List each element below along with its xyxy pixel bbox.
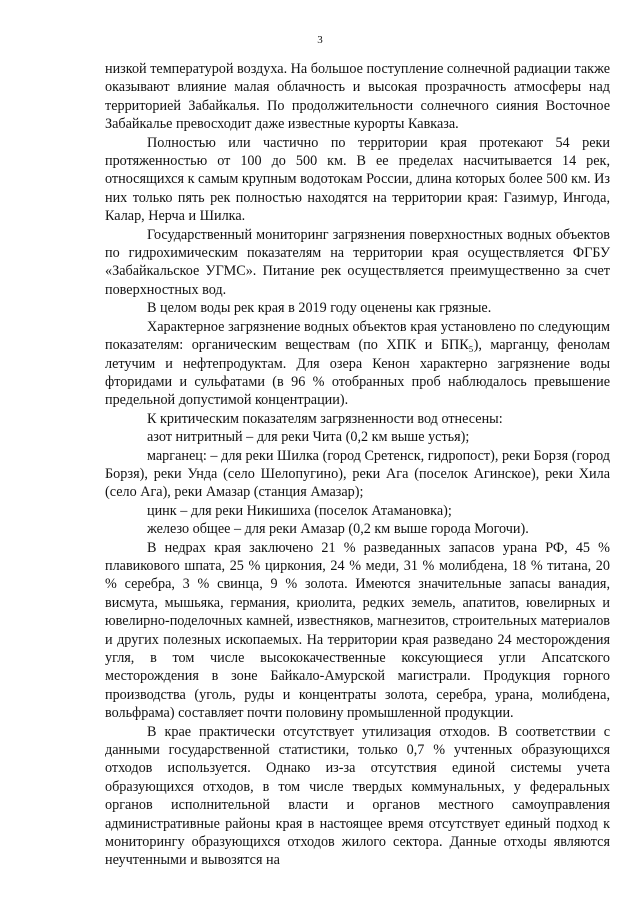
page-number: 3 [317, 34, 323, 46]
paragraph-8: марганец: – для реки Шилка (город Сретенск, гидропост), реки Борзя (город Борзя), реки Унда (село Шелопугино), реки Ага (поселок Агинское), реки Хила (село Ага), реки Амазар (станция Амазар); [105, 447, 610, 501]
paragraph-7: азот нитритный – для реки Чита (0,2 км выше устья); [147, 429, 470, 446]
paragraph-10: железо общее – для реки Амазар (0,2 км выше города Могочи). [147, 521, 529, 538]
paragraph-4: В целом воды рек края в 2019 году оценены как грязные. [147, 300, 492, 317]
paragraph-3: Государственный мониторинг загрязнения поверхностных водных объектов по гидрохимическим показателям на территории края осуществляется ФГБУ «Забайкальское УГМС». Питание рек осуществляется преимущественно за счет поверхностных вод. [105, 226, 610, 298]
paragraph-6: К критическим показателям загрязненности вод отнесены: [147, 410, 503, 427]
paragraph-2: Полностью или частично по территории края протекают 54 реки протяженностью от 100 до 500 км. В ее пределах насчитывается 14 рек, относящихся к самым крупным водотокам России, длина которых более 500 км. Из них только пять рек полностью находятся на территории края: Газимур, Ингода, Калар, Нерча и Шилка. [105, 134, 610, 225]
paragraph-1: низкой температурой воздуха. На большое поступление солнечной радиации также оказывают влияние малая облачность и высокая прозрачность атмосферы над территорией Забайкалья. По продолжительности солнечного сияния Восточное Забайкалье превосходит даже известные курорты Кавказа. [105, 61, 610, 133]
paragraph-12: В крае практически отсутствует утилизация отходов. В соответствии с данными государственной статистики, только 0,7 % учтенных образующихся отходов используется. Однако из-за отсутствия единой системы учета образующихся отходов, в том числе твердых коммунальных, у федеральных органов исполнительной власти и органов местного самоуправления административные районы края в настоящее время отсутствует единый подход к мониторингу образующихся отходов жилого сектора. Данные отходы являются неучтенными и вывозятся на [105, 723, 610, 869]
paragraph-9: цинк – для реки Никишиха (поселок Атамановка); [147, 502, 452, 519]
document-body [105, 60, 610, 870]
paragraph-11: В недрах края заключено 21 % разведанных запасов урана РФ, 45 % плавикового шпата, 25 % циркония, 24 % меди, 31 % молибдена, 18 % титана, 20 % серебра, 3 % свинца, 9 % золота. Имеются значительные запасы ванадия, висмута, мышьяка, германия, криолита, редких земель, апатитов, ювелирных и ювелирно-поделочных камней, известняков, магнезитов, строительных материалов и других полезных ископаемых. На территории края разведано 24 месторождения угля, в том числе высококачественные коксующиеся угли Апсатского месторождения в зоне Байкало-Амурской магистрали. Продукция горного производства (уголь, руды и концентраты золота, серебра, урана, молибдена, вольфрама) составляет почти половину промышленной продукции. [105, 539, 610, 722]
paragraph-5: Характерное загрязнение водных объектов края установлено по следующим показателям: органическим веществам (по ХПК и БПК₅), марганцу, фенолам летучим и нефтепродуктам. Для озера Кенон характерно загрязнение воды фторидами и сульфатами (в 96 % отобранных проб наблюдалось превышение предельной допустимой концентрации). [105, 318, 610, 409]
